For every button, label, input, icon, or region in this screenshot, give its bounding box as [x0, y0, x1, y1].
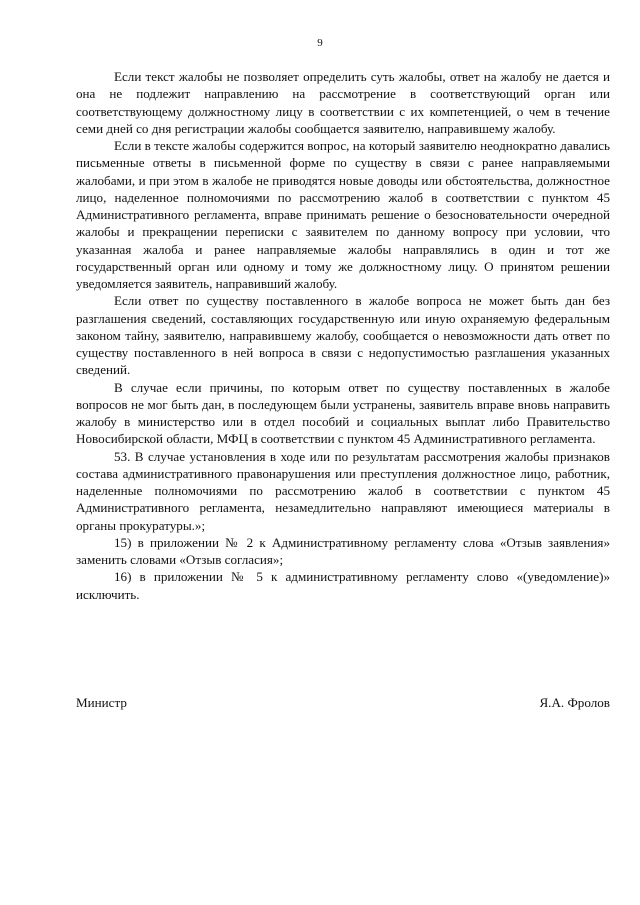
- paragraph-section-53: 53. В случае установления в ходе или по результатам рассмотрения жалобы признаков состава административного правонарушения или преступления должностное лицо, работник, наделенные полномочиями по рассмотрению жалоб в соответствии с пунктом 45 Административного регламента, незамедлительно направляют имеющиеся материалы в органы прокуратуры.»;: [76, 448, 610, 533]
- paragraph: В случае если причины, по которым ответ по существу поставленных в жалобе вопросов не мог быть дан, в последующем были устранены, заявитель вправе вновь направить жалобу в министерство или в отдел пособий и социальных выплат либо Правительство Новосибирской области, МФЦ в соответствии с пунктом 45 Административного регламента.: [76, 379, 610, 447]
- paragraph: Если текст жалобы не позволяет определить суть жалобы, ответ на жалобу не дается и она не подлежит направлению на рассмотрение в соответствующий орган или соответствующему должностному лицу в соответствии с их компетенцией, о чем в течение семи дней со дня регистрации жалобы сообщается заявителю, направившему жалобу.: [76, 69, 610, 136]
- paragraph-item-16: 16) в приложении № 5 к административному регламенту слово «(уведомление)» исключить.: [76, 569, 610, 602]
- paragraph: Если ответ по существу поставленного в жалобе вопроса не может быть дан без разглашения сведений, составляющих государственную или иную охраняемую федеральным законом тайну, заявителю, направившему жалобу, сообщается о невозможности дать ответ по существу поставленного в ней вопроса в связи с недопустимостью разглашения указанных сведений.: [76, 293, 610, 378]
- document-body: [76, 68, 610, 603]
- paragraph: Если в тексте жалобы содержится вопрос, на который заявителю неоднократно давались письменные ответы в письменной форме по существу в связи с ранее направляемыми жалобами, и при этом в жалобе не приводятся новые доводы или обстоятельства, должностное лицо, наделенное полномочиями по рассмотрению жалоб в соответствии с пунктом 45 Административного регламента, вправе принимать решение о безосновательности очередной жалобы и прекращении переписки с заявителем по данному вопросу при условии, что указанная жалоба и ранее направляемые жалобы направлялись в один и тот же государственный орган или одному и тому же должностному лицу. О принятом решении уведомляется заявитель, направивший жалобу.: [76, 138, 610, 291]
- paragraph-item-15: 15) в приложении № 2 к Административному регламенту слова «Отзыв заявления» заменить словами «Отзыв согласия»;: [76, 534, 610, 567]
- signatory-title: Министр: [76, 695, 127, 710]
- signatory-name: Я.А. Фролов: [539, 695, 610, 710]
- page-number: 9: [317, 37, 323, 49]
